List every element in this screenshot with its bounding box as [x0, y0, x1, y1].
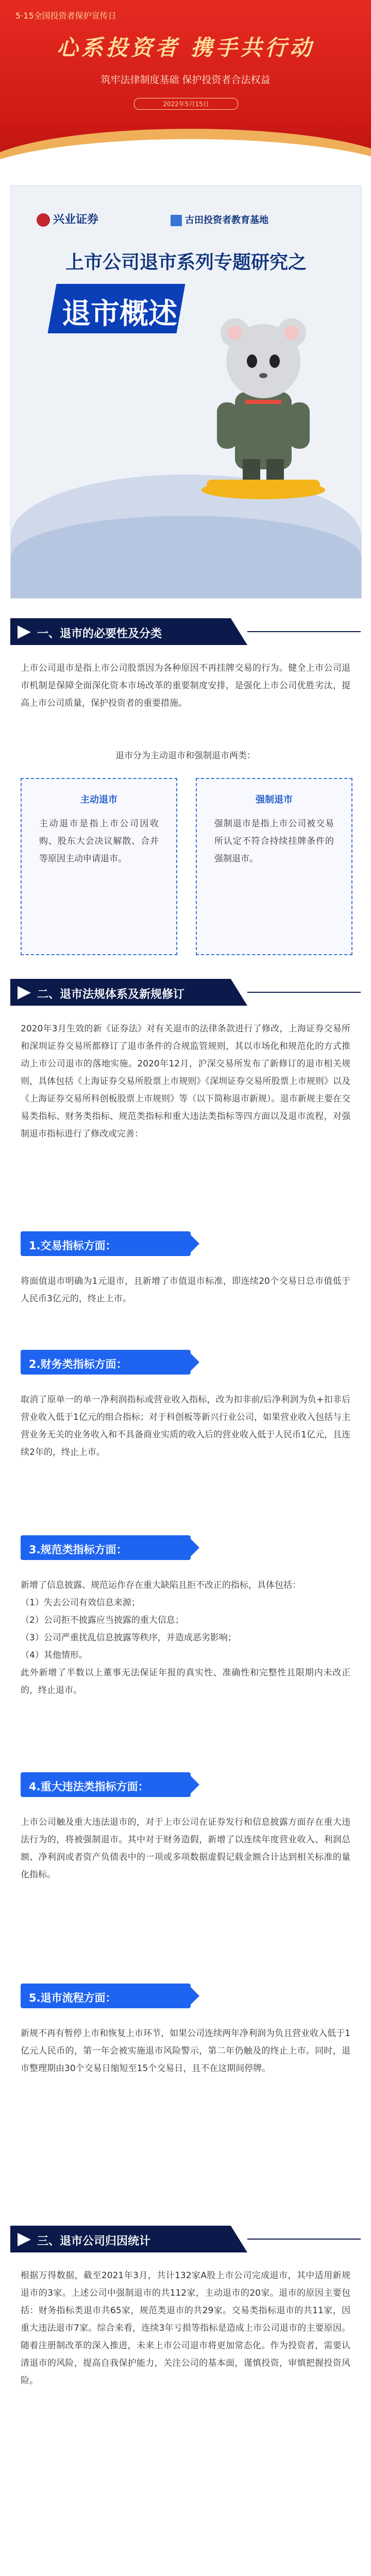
- xingye-logo-icon: [37, 213, 50, 227]
- hero-slogan: 心系投资者 携手共行动: [56, 35, 315, 60]
- section-heading-text: 二、退市法规体系及新规修订: [37, 988, 185, 1001]
- card-title: 强制退市: [256, 794, 293, 805]
- card-body: 主动退市是指上市公司因收购、股东大会决议解散、合并等原因主动申请退市。: [39, 819, 159, 864]
- gutian-logo: [171, 213, 268, 226]
- item-5-body: 新规不再有暂停上市和恢复上市环节，如果公司连续两年净利润为负且营业收入低于1亿元人民币的，第一年会被实施退市风险警示，第二年仍触及的终止上市。同时，退市整理期由30个交易日缩短至15个交易日，且不在这期间停牌。: [21, 2028, 350, 2074]
- poster-wave-2: [11, 516, 361, 598]
- item-2-label: 2.财务类指标方面：: [21, 1350, 191, 1375]
- hero-subtitle: 筑牢法律制度基础 保护投资者合法权益: [100, 74, 271, 86]
- section-heading-3: [10, 2226, 361, 2252]
- item-3-body: 新增了信息披露、规范运作存在重大缺陷且拒不改正的指标，具体包括： （1）失去公司有效信息来源； （2）公司拒不披露应当披露的重大信息； （3）公司严重扰乱信息披露等秩序，并造成恶劣影响； （4）其他情形。 此外新增了半数以上董事无法保证年报的真实性、准确性和完整性且限期内未改正的，终止退市。: [21, 1580, 350, 1696]
- poster: [10, 185, 362, 599]
- gutian-logo-text: 古田投资者教育基地: [185, 215, 268, 226]
- item-4-label: 4.重大违法类指标方面：: [21, 1772, 191, 1797]
- poster-banner-text: 退市概述: [61, 297, 177, 331]
- section-heading-1: [10, 618, 361, 645]
- section-heading-2: [10, 979, 361, 1006]
- hero-date: 2022年5月15日: [134, 98, 238, 110]
- card-title: 主动退市: [80, 794, 117, 805]
- hero-topline: 5·15全国投资者保护宣传日: [15, 11, 116, 21]
- card-mandatory: [196, 778, 352, 955]
- section2-intro: 2020年3月生效的新《证券法》对有关退市的法律条款进行了修改，上海证券交易所和深圳证券交易所都修订了退市条件的合规监管规则，其以市场化和规范化的方式推动上市公司退市的落地实施。2020年12月，沪深交易所发布了新修订的退市相关规则，具体包括《上海证券交易所股票上市规则》《深圳证券交易所股票上市规则》以及《上海证券交易所科创板股票上市规则》等（以下简称退市新规）。退市新规主要在交易类指标、财务类指标、规范类指标和重大违法类指标等四方面以及退市流程，对强制退市指标进行了修改或完善：: [21, 1024, 350, 1139]
- section-heading-text: 三、退市公司归因统计: [37, 2235, 151, 2248]
- section1-paragraph-1: 上市公司退市是指上市公司股票因为各种原因不再挂牌交易的行为。健全上市公司退市机制是保障全面深化资本市场改革的重要制度安排，是强化上市公司优胜劣汰，提高上市公司质量，保护投资者的重要措施。: [21, 663, 350, 708]
- item-4-body: 上市公司触及重大违法退市的，对于上市公司在证券发行和信息披露方面存在重大违法行为的，将被强制退市。其中对于财务造假，新增了以连续年度营业收入、利润总额、净利润或者资产负债表中的一项或多项数据虚假记载金额合计达到相关标准的量化指标。: [21, 1817, 350, 1880]
- section3-paragraph: 根据万得数据，截至2021年3月，共计132家A股上市公司完成退市，其中适用新规退市的3家。上述公司中强制退市的共112家，主动退市的20家。退市的原因主要包括：财务指标类退市共65家，规范类退市的共29家。交易类指标退市的共11家，因重大违法退市7家。综合来看，连续3年亏损等指标是造成上市公司退市的主要原因。随着注册制改革的深入推进，未来上市公司退市将更加常态化。作为投资者，需要认清退市的风险，提高自我保护能力，关注公司的基本面，谨慎投资，审慎把握投资风险。: [21, 2270, 350, 2386]
- item-5-label: 5.退市流程方面：: [21, 1984, 191, 2008]
- hero-banner: [0, 0, 371, 170]
- item-1-body: 将面值退市明确为1元退市，且新增了市值退市标准，即连续20个交易日总市值低于人民币3亿元的，终止上市。: [21, 1276, 350, 1304]
- poster-banner: [48, 284, 185, 333]
- logo-row: [37, 207, 335, 232]
- card-body: 强制退市是指上市公司被交易所认定不符合持续挂牌条件的强制退市。: [214, 819, 334, 864]
- exit-type-cards: [21, 778, 350, 953]
- card-voluntary: [21, 778, 177, 955]
- item-3-label: 3.规范类指标方面：: [21, 1535, 191, 1560]
- xingye-logo: [37, 211, 98, 227]
- mascot-illustration: [186, 289, 341, 505]
- section-heading-text: 一、退市的必要性及分类: [37, 628, 162, 640]
- xingye-logo-text: 兴业证券: [53, 213, 99, 226]
- poster-title: 上市公司退市系列专题研究之: [65, 252, 307, 273]
- gutian-logo-icon: [171, 215, 182, 226]
- item-2-body: 取消了原单一的单一净利润指标或营业收入指标，改为扣非前/后净利润为负+扣非后营业收入低于1亿元的组合指标；对于科创板等新兴行业公司，如果营业收入包括与主营业务无关的业务收入和不具备商业实质的收入后的营业收入低于人民币1亿元，且连续2年的，终止上市。: [21, 1395, 350, 1458]
- section1-paragraph-2: 退市分为主动退市和强制退市两类：: [115, 751, 256, 761]
- item-1-label: 1.交易指标方面：: [21, 1231, 191, 1256]
